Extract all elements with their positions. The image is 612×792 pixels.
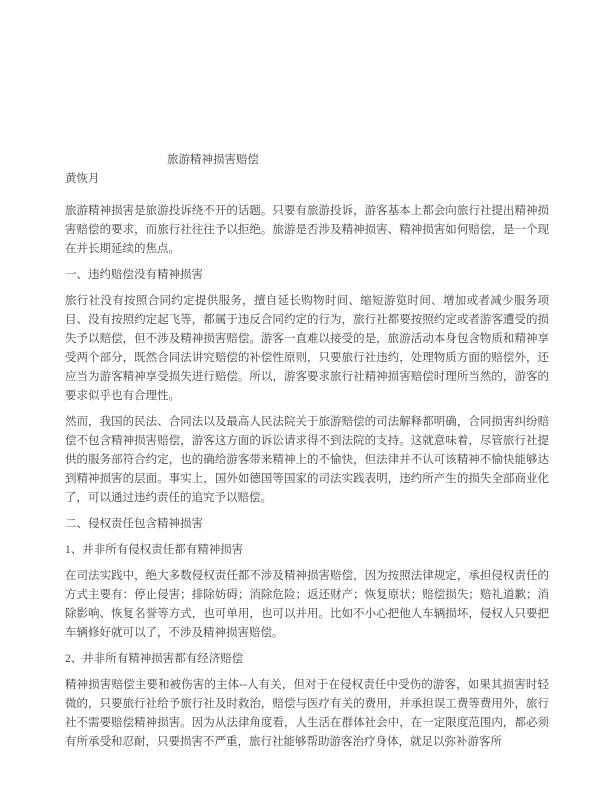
subheading-2-1: 1、并非所有侵权责任都有精神损害 [65, 544, 244, 556]
document-author: 黄恢月 [65, 173, 100, 185]
document-title: 旅游精神损害赔偿 [167, 154, 259, 166]
paragraph-tort-liability: 在司法实践中，绝大多数侵权责任都不涉及精神损害赔偿，因为按照法律规定，承担侵权责任的方式主要有：停止侵害；排除妨碍；消除危险；返还财产；恢复原状；赔偿损失；赔礼道歉；消除影响、恢复名誉等方式，也可单用，也可以并用。比如不小心把他人车辆损坏，侵权人只要把车辆修好就可以了，不涉及精神损害赔偿。 [65, 570, 549, 639]
subheading-2-2: 2、并非所有精神损害都有经济赔偿 [65, 653, 244, 665]
document-content [65, 151, 549, 759]
paragraph-economic-compensation: 精神损害赔偿主要和被伤害的主体--人有关，但对于在侵权责任中受伤的游客，如果其损害时轻微的，只要旅行社给予旅行社及时救治，赔偿与医疗有关的费用，并承担误工费等费用外，旅行社不需要赔偿精神损害。因为从法律角度看，人生活在群体社会中，在一定限度范围内，都必须有所承受和忍耐，只要损害不严重，旅行社能够帮助游客治疗身体，就足以弥补游客所 [65, 679, 549, 748]
paragraph-breach-compensation: 旅行社没有按照合同约定提供服务，擅自延长购物时间、缩短游览时间、增加或者减少服务项目、没有按照约定起飞等，都属于违反合同约定的行为，旅行社都要按照约定或者游客遭受的损失予以赔偿，但不涉及精神损害赔偿。游客一直难以接受的是，旅游活动本身包含物质和精神享受两个部分，既然合同法讲究赔偿的补偿性原则，只要旅行社违约，处理物质方面的赔偿外，还应当为游客精神享受损失进行赔偿。所以，游客要求旅行社精神损害赔偿时理所当然的，游客的要求似乎也有合理性。 [65, 295, 549, 402]
section-heading-2: 二、侵权责任包含精神损害 [65, 518, 203, 530]
paragraph-intro: 旅游精神损害是旅游投诉绕不开的话题。只要有旅游投诉，游客基本上都会向旅行社提出精神损害赔偿的要求，而旅行社往往予以拒绝。旅游是否涉及精神损害、精神损害如何赔偿，是一个现在并长期延续的焦点。 [65, 205, 549, 255]
section-heading-1: 一、违约赔偿没有精神损害 [65, 269, 203, 281]
paragraph-law-explanation: 然而，我国的民法、合同法以及最高人民法院关于旅游赔偿的司法解释都明确，合同损害纠纷赔偿不包含精神损害赔偿，游客这方面的诉讼请求得不到法院的支持。这就意味着，尽管旅行社提供的服务部符合约定，也的确给游客带来精神上的不愉快，但法律并不认可该精神不愉快能够达到精神损害的层面。事实上，国外如德国等国家的司法实践表明，违约所产生的损失全部商业化了，可以通过违约责任的追究予以赔偿。 [65, 416, 549, 504]
